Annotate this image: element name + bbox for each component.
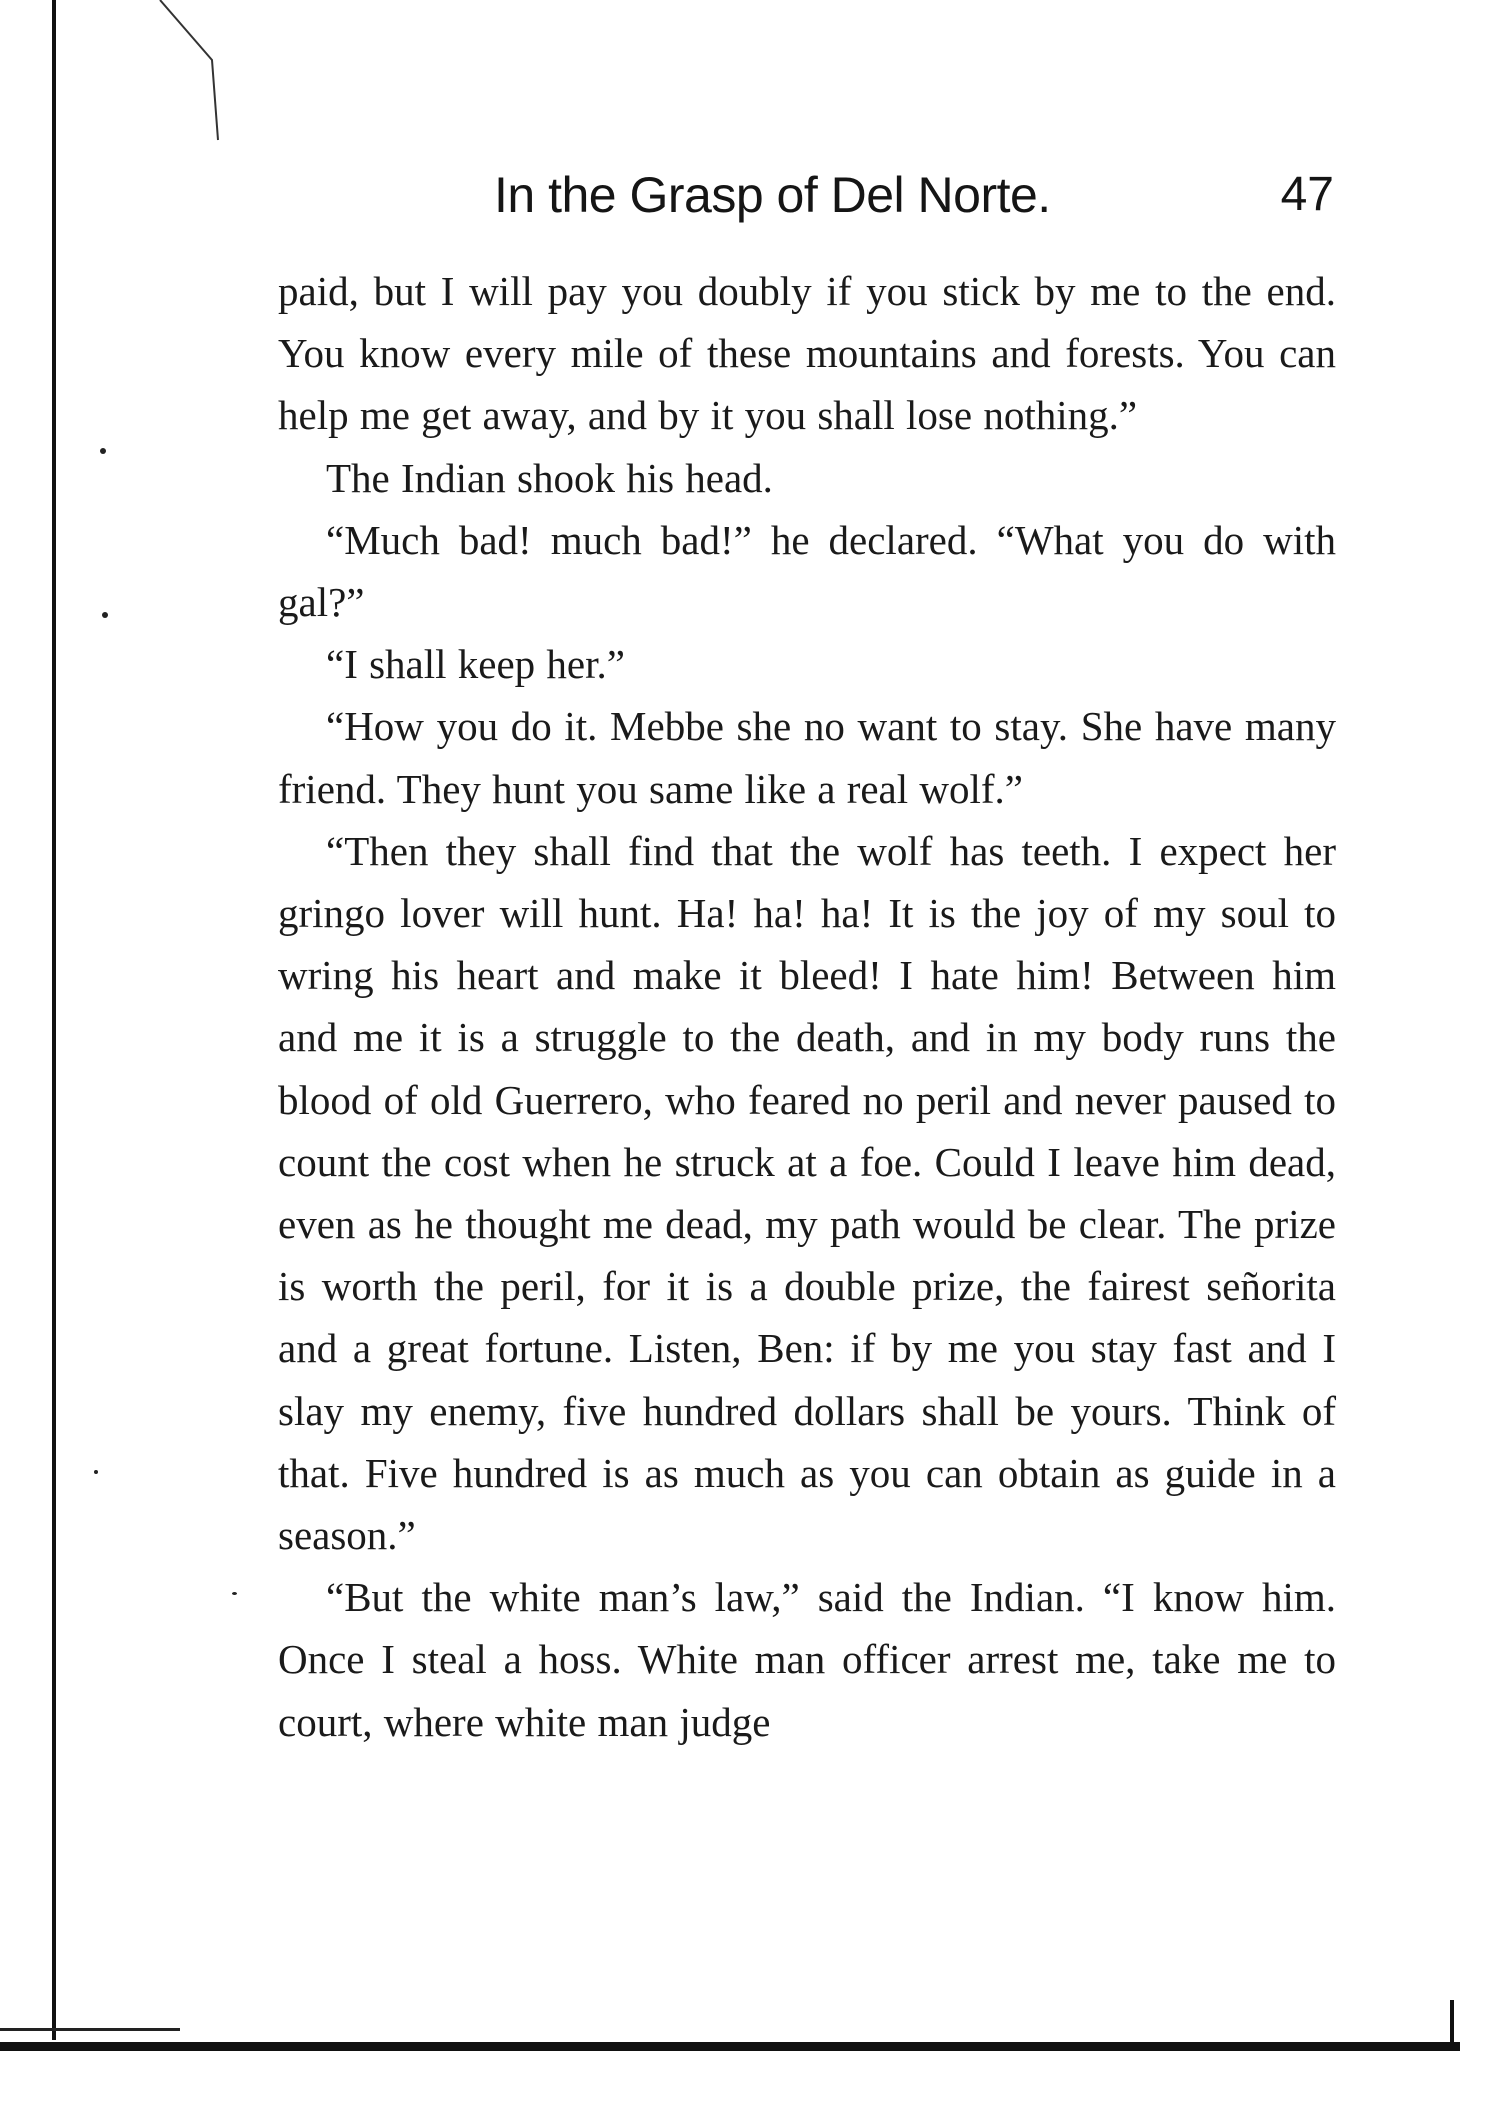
paragraph: “Then they shall find that the wolf has teeth. I expect her gringo lover will hunt. Ha! ha! ha! It is the joy of my soul to wring his heart and make it bleed! I hate him! Between him and me it is a struggle to the death, and in my body runs the blood of old Guerrero, who feared no peril and never paused to count the cost when he struck at a foe. Could I leave him dead, even as he thought me dead, my path would be clear. The prize is worth the peril, for it is a double prize, the fairest señorita and a great fortune. Listen, Ben: if by me you stay fast and I slay my enemy, five hundred dollars shall be yours. Think of that. Five hundred is as much as you can obtain as guide in a season.”	[278, 827, 1336, 1559]
paragraph: “But the white man’s law,” said the Indian. “I know him. Once I steal a hoss. White man officer arrest me, take me to court, where white man judge	[278, 1574, 1336, 1745]
paragraph: “Much bad! much bad!” he declared. “What you do with gal?”	[278, 516, 1336, 626]
margin-speck	[94, 1470, 98, 1474]
page-number: 47	[1280, 168, 1334, 221]
paragraph: paid, but I will pay you doubly if you stick by me to the end. You know every mile of these mountains and forests. You can help me get away, and by it you shall lose nothing.”	[278, 268, 1336, 439]
paragraph: “I shall keep her.”	[326, 641, 625, 688]
margin-speck	[102, 612, 108, 618]
chapter-title: In the Grasp of Del Norte.	[494, 167, 1051, 223]
paragraph: “How you do it. Mebbe she no want to stay. She have many friend. They hunt you same like a real wolf.”	[278, 703, 1336, 812]
body-text	[278, 260, 1336, 1753]
scan-mark	[150, 0, 250, 150]
page-edge-border	[52, 0, 56, 2040]
scan-edge-line	[0, 2028, 180, 2031]
running-head	[494, 160, 1334, 230]
margin-speck	[100, 448, 106, 454]
margin-speck	[232, 1592, 237, 1595]
bottom-edge-rule	[0, 2042, 1460, 2051]
corner-mark	[1450, 2000, 1454, 2050]
paragraph: The Indian shook his head.	[326, 454, 773, 501]
